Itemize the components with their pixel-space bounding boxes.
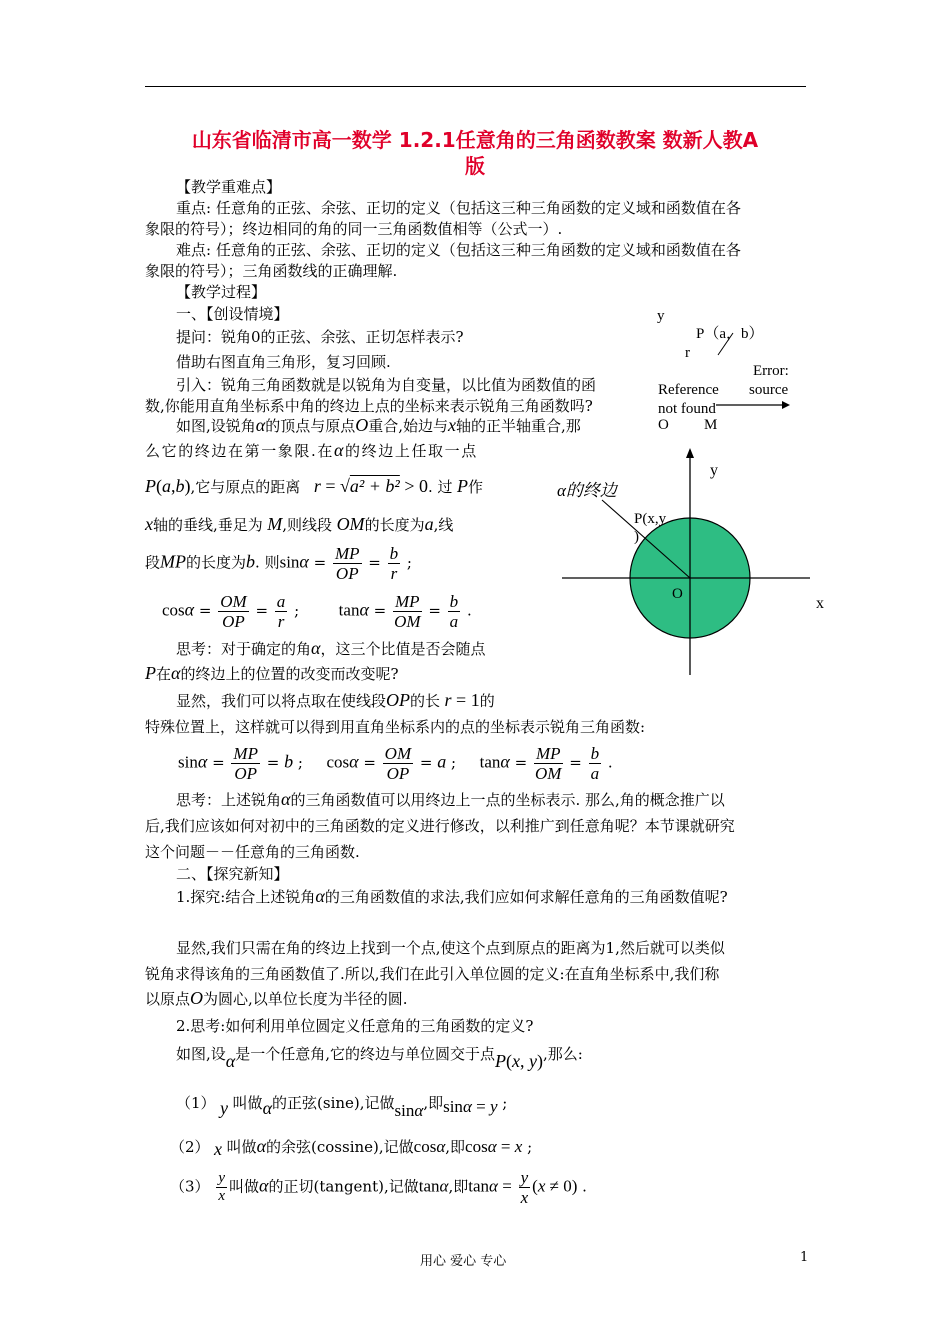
- text-span: 如图,设锐角: [176, 417, 256, 435]
- think2-line: P在α的终边上的位置的改变而改变呢?: [145, 663, 399, 683]
- fig1-m-label: M: [704, 417, 718, 430]
- fig2-o-label: O: [672, 586, 683, 602]
- text-span: ,线: [433, 516, 454, 534]
- text-span: . 则: [255, 553, 280, 572]
- text-span: ,即: [445, 1138, 466, 1156]
- text-span: 的正切(tangent),记做: [268, 1177, 419, 1196]
- unit-circle-line2: 锐角求得该角的三角函数值了.所以,我们在此引入单位圆的定义:在直角坐标系中,我们称: [145, 965, 720, 983]
- fig2-y-arrow-icon: [686, 448, 694, 458]
- perpendicular-line: x轴的垂线,垂足为 M,则线段 OM的长度为a,线: [145, 514, 454, 534]
- text-span: . 过: [428, 478, 453, 496]
- sine-definition: （1） y 叫做α的正弦(sine),记做sinα,即sinα = y ;: [176, 1094, 508, 1120]
- fig1-arrow-icon: [782, 401, 790, 409]
- section-heading-process: 【教学过程】: [176, 283, 267, 301]
- think1-line: 思考：对于确定的角α，这三个比值是否会随点: [176, 638, 486, 658]
- intro-line1: 引入：锐角三角函数就是以锐角为自变量，以比值为函数值的函: [176, 376, 597, 394]
- doc-title-line2: 版: [465, 154, 485, 178]
- cosine-definition: （2） x 叫做α的余弦(cossine),记做cosα,即cosα = x ;: [170, 1136, 533, 1159]
- text-span: 的三角函数值的求法,我们应如何求解任意角的三角函数值呢?: [324, 888, 728, 906]
- text-span: 的三角函数值可以用终边上一点的坐标表示. 那么,角的概念推广以: [290, 791, 725, 809]
- cos-tan-line: cosα = $\frac{OM}{OP}$ = $\frac{a}{r}$ ; tanα = $\frac{MP}{OM}$ = $\frac{b}{a}$ .: [162, 592, 472, 631]
- page-number: 1: [800, 1250, 809, 1265]
- footer-slogan: 用心 爱心 专心: [420, 1254, 507, 1269]
- unit-circle-line1: 显然,我们只需在角的终边上找到一个点,使这个点到原点的距离为1,然后就可以类似: [176, 939, 725, 957]
- text-span: 叫做: [226, 1138, 257, 1156]
- question-line: 提问：锐角0的正弦、余弦、正切怎样表示?: [176, 328, 464, 346]
- text-span: 的: [479, 692, 495, 710]
- text-span: 的长度为: [364, 516, 425, 534]
- text-span: （1）: [176, 1094, 216, 1112]
- text-span: 轴的垂线,垂足为: [153, 516, 263, 534]
- text-span: ,即: [448, 1177, 469, 1196]
- text-span: 的终边上的位置的改变而改变呢?: [180, 665, 399, 683]
- fig1-notfound-label: not found: [658, 401, 716, 417]
- text-span: 思考：上述锐角: [176, 791, 282, 809]
- fig2-point-label-cont: ): [634, 529, 639, 545]
- difficulty-line2: 象限的符号）；三角函数线的正确理解.: [145, 262, 398, 280]
- text-span: （2）: [170, 1138, 210, 1156]
- fig1-r-label: r: [685, 345, 690, 361]
- unit-circle-figure: [550, 445, 850, 680]
- setup-line: 如图,设锐角α的顶点与原点O重合,始边与x轴的正半轴重合,那: [176, 415, 581, 435]
- fig1-o-label: O: [658, 417, 669, 430]
- section-heading-1: 一、【创设情境】: [176, 305, 289, 323]
- text-span: ,那么:: [543, 1045, 583, 1063]
- key-point-line1: 重点: 任意角的正弦、余弦、正切的定义（包括这三种三角函数的定义域和函数值在各: [176, 199, 741, 217]
- text-span: 的余弦(cossine),记做: [266, 1138, 414, 1156]
- header-rule: [145, 86, 806, 87]
- section-heading-key: 【教学重难点】: [176, 178, 282, 196]
- difficulty-line1: 难点: 任意角的正弦、余弦、正切的定义（包括这三种三角函数的定义域和函数值在各: [176, 241, 741, 259]
- fig2-x-label: x: [816, 595, 824, 612]
- fig1-source-label: source: [749, 382, 789, 398]
- text-span: ，这三个比值是否会随点: [320, 640, 486, 658]
- text-span: 的终边上任取一点: [345, 442, 478, 460]
- fig1-point-label: P（a，b）: [696, 326, 764, 342]
- fig1-y-label: y: [657, 308, 665, 324]
- fig2-y-label: y: [710, 462, 718, 479]
- text-span: ,则线段: [282, 516, 333, 534]
- unit-circle-line3: 以原点O为圆心,以单位长度为半径的圆.: [145, 988, 408, 1008]
- text-span: 的顶点与原点: [265, 417, 356, 435]
- text-span: 以原点: [145, 990, 191, 1008]
- triangle-figure: [650, 300, 810, 430]
- text-span: （3）: [170, 1177, 210, 1196]
- text-span: 段: [145, 553, 161, 572]
- text-span: 叫做: [232, 1094, 263, 1112]
- text-span: 么它的终边在第一象限.在: [145, 442, 334, 460]
- clear-line: 显然，我们可以将点取在使线段OP的长 r = 1的: [176, 690, 495, 710]
- text-span: ,即: [423, 1094, 444, 1112]
- explore2-line: 2.思考:如何利用单位圆定义任意角的三角函数的定义?: [176, 1017, 534, 1035]
- text-span: 的长度为: [186, 553, 247, 572]
- text-span: 为圆心,以单位长度为半径的圆.: [203, 990, 408, 1008]
- text-span: 轴的正半轴重合,那: [456, 417, 581, 435]
- think3-line: 思考：上述锐角α的三角函数值可以用终边上一点的坐标表示. 那么,角的概念推广以: [176, 789, 725, 809]
- review-line: 借助右图直角三角形，复习回顾.: [176, 353, 391, 371]
- text-span: 在: [156, 665, 172, 683]
- text-span: 显然，我们可以将点取在使线段: [176, 692, 387, 710]
- fig1-reference-label: Reference: [658, 382, 719, 398]
- text-span: 思考：对于确定的角: [176, 640, 312, 658]
- think5-line: 这个问题－－任意角的三角函数.: [145, 843, 360, 861]
- text-span: 重合,始边与: [368, 417, 449, 435]
- think4-line: 后,我们应该如何对初中的三角函数的定义进行修改，以利推广到任意角呢？本节课就研究: [145, 817, 735, 835]
- key-point-line2: 象限的符号）；终边相同的角的同一三角函数值相等（公式一）.: [145, 220, 563, 238]
- distance-line: P(a,b),它与原点的距离 r = √a² + b² > 0. 过 P作: [145, 476, 484, 496]
- intro-line2: 数,你能用直角坐标系中角的终边上点的坐标来表示锐角三角函数吗?: [145, 397, 593, 415]
- fig2-terminal-label: α的终边: [557, 481, 617, 500]
- section-heading-2: 二、【探究新知】: [176, 865, 289, 883]
- fig1-error-label: Error:: [753, 363, 789, 379]
- text-span: 叫做: [229, 1177, 260, 1196]
- sine-line: 段MP的长度为b. 则sinα = $\frac{MP}{OP}$ = $\frac{b}{r}$ ;: [145, 544, 412, 583]
- text-span: ,它与原点的距离: [190, 478, 301, 496]
- text-span: 作: [468, 478, 484, 496]
- explore1-line: 1.探究:结合上述锐角α的三角函数值的求法,我们应如何求解任意角的三角函数值呢?: [176, 886, 728, 906]
- text-span: 是一个任意角,它的终边与单位圆交于点: [235, 1045, 496, 1063]
- definition-intro-line: 如图,设α是一个任意角,它的终边与单位圆交于点P(x, y),那么:: [176, 1045, 583, 1071]
- terminal-line: 么它的终边在第一象限.在α的终边上任取一点: [145, 440, 478, 460]
- text-span: 的长: [410, 692, 441, 710]
- doc-title-line1: 山东省临清市高一数学 1.2.1任意角的三角函数教案 数新人教A: [191, 128, 759, 152]
- text-span: 如图,设: [176, 1045, 226, 1063]
- special-line: 特殊位置上，这样就可以得到用直角坐标系内的点的坐标表示锐角三角函数:: [145, 718, 646, 736]
- unit-trig-line: sinα = $\frac{MP}{OP}$ = b ; cosα = $\frac{OM}{OP}$ = a ; tanα = $\frac{MP}{OM}$ = $\frac{b}{a}$ .: [178, 744, 613, 783]
- fig2-point-label: P(x,y: [634, 511, 667, 527]
- text-span: 的正弦(sine),记做: [272, 1094, 395, 1112]
- text-span: 1.探究:结合上述锐角: [176, 888, 316, 906]
- tangent-definition: （3） $\frac{y}{x}$ 叫做α的正切(tangent),记做tanα,即tanα = $\frac{y}{x}$ (x ≠ 0) .: [170, 1168, 587, 1207]
